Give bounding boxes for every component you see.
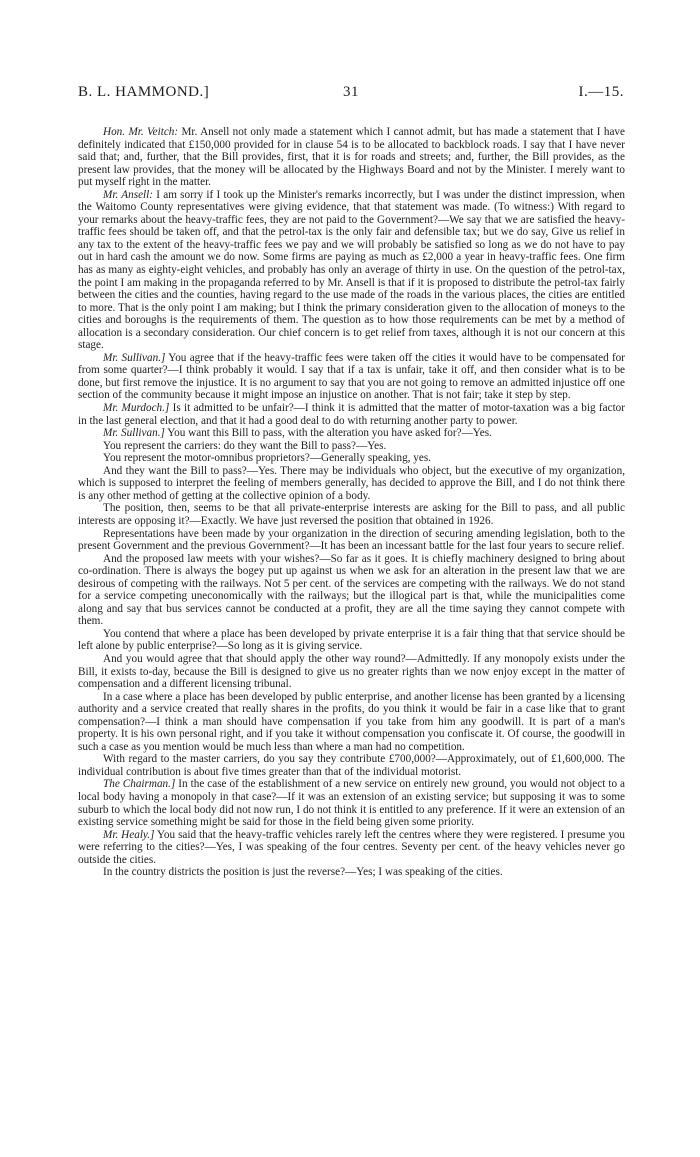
paragraph [78,778,625,828]
paragraph-text: You said that the heavy-traffic vehicles rarely left the centres where they were registered. I presume you were referring to the cities?—Yes, I was speaking of the four centres. Seventy per cent. of the heavy vehicles never go outside the cities. [78,828,625,866]
page-number: 31 [343,84,359,100]
speaker: Mr. Sullivan.] [103,427,165,440]
paragraph [78,465,625,503]
paragraph [78,628,625,653]
paragraph-text: Mr. Ansell not only made a statement which I cannot admit, but has made a statement that I have definitely indicated that £150,000 provided for in clause 54 is to be allocated to backblock roads. I say that I have never said that; and, further, that the Bill provides, first, that it is for roads and streets; and, further, the Bill provides, as the present law provides, that the money will be allocated by the Highways Board and not by the Minister. I merely want to put myself right in the matter. [78,126,625,189]
paragraph-text: Is it admitted to be unfair?—I think it is admitted that the matter of motor-taxation was a big factor in the last general election, and that it had a good deal to do with returning another party to power. [78,402,625,427]
paragraph-text: With regard to the master carriers, do you say they contribute £700,000?—Approximately, out of £1,600,000. The individual contribution is about five times greater than that of the individual motorist. [78,753,625,778]
paragraph-text: In the case of the establishment of a new service on entirely new ground, you would not object to a local body having a monopoly in that case?—If it was an extension of an existing service; but supposing it was to some suburb to which the local body did not now run, I do not think it is entitled to any preference. If it were an extension of an existing service something might be said for those in the field being given some priority. [78,778,625,829]
paragraph [78,452,625,465]
paragraph [78,352,625,402]
paragraph [78,653,625,691]
paragraph-text: In the country districts the position is just the reverse?—Yes; I was speaking of the cities. [103,866,503,879]
page-body [78,126,625,879]
paragraph-text: Representations have been made by your organization in the direction of securing amending legislation, both to the present Government and the previous Government?—It has been an incessant battle for the last four years to secure relief. [78,527,625,553]
paragraph-text: The position, then, seems to be that all private-enterprise interests are asking for the Bill to pass, and all public interests are opposing it?—Exactly. We have just reversed the position that obtained in 1926. [78,502,625,527]
speaker: Mr. Murdoch.] [103,402,170,415]
paragraph-text: And you would agree that that should apply the other way round?—Admittedly. If any monopoly exists under the Bill, it exists to-day, because the Bill is designed to give us no greater rights than we now enjoy except in the matter of compensation and a different licensing tribunal. [78,652,625,691]
paragraph [78,691,625,754]
paragraph [78,427,625,440]
paragraph [78,866,625,879]
speaker: The Chairman.] [103,778,176,791]
paragraph-text: You contend that where a place has been developed by private enterprise it is a fair thing that that service should be left alone by public enterprise?—So long as it is giving service. [78,627,625,653]
paragraph [78,502,625,527]
paragraph [78,829,625,867]
paragraph [78,126,625,189]
page-header [78,84,624,108]
paragraph-text: You want this Bill to pass, with the alteration you have asked for?—Yes. [164,427,492,440]
paper-reference: I.—15. [578,84,624,100]
paragraph [78,528,625,553]
witness-name: B. L. HAMMOND.] [78,84,210,100]
paragraph [78,189,625,352]
paragraph [78,440,625,453]
paragraph-text: You represent the motor-omnibus proprietors?—Generally speaking, yes. [103,452,431,465]
paragraph-text: And the proposed law meets with your wishes?—So far as it goes. It is chiefly machinery designed to bring about co-ordination. There is always the bogey put up against us when we ask for an alteration in the present law that we are desirous of competing with the railways. Not 5 per cent. of the services are competing with the railways. We do not stand for a service competing uneconomically with the railways; but the illogical part is that, while the municipalities come along and say that bus services cannot be conducted at a profit, they are all the time saying they cannot compete with them. [78,552,625,628]
paragraph [78,753,625,778]
speaker: Mr. Sullivan.] [103,351,166,364]
paragraph-text: In a case where a place has been developed by public enterprise, and another license has been granted by a licensing authority and a service created that really shares in the profits, do you think it would be fair in a case like that to grant compensation?—I think a man should have compensation if you take from him any goodwill. It is part of a man's property. It is his own personal right, and if you take it without compensation you confiscate it. Of course, the goodwill in such a case as you mention would be much less than where a man had no competition. [78,690,625,753]
speaker: Hon. Mr. Veitch: [103,126,179,138]
paragraph [78,402,625,427]
speaker: Mr. Ansell: [103,188,153,201]
paragraph [78,553,625,628]
paragraph-text: You represent the carriers: do they want the Bill to pass?—Yes. [103,439,387,452]
speaker: Mr. Healy.] [103,828,155,841]
paragraph-text: And they want the Bill to pass?—Yes. There may be individuals who object, but the executive of my organization, which is supposed to interpret the feeling of members generally, has decided to approve the Bill, and I do not think there is any other method of getting at the collective opinion of a body. [78,464,625,502]
paragraph-text: I am sorry if I took up the Minister's remarks incorrectly, but I was under the distinct impression, when the Waitomo County representatives were giving evidence, that that statement was made. (To witness:) With regard to your remarks about the heavy-traffic fees, they are not paid to the Government?—We say that we are satisfied the heavy-traffic fees should be taken off, and that the petrol-tax is the only fair and defensible tax; but we do say, Give us relief in any tax to the extent of the heavy-traffic fees we pay and we will probably be satisfied so long as we do not have to pay out in hard cash the amount we do now. Some firms are paying as much as £2,000 a year in heavy-traffic fees. One firm has as many as eighty-eight vehicles, and probably has only an average of thirty in use. On the question of the petrol-tax, the point I am making in the propaganda referred to by Mr. Ansell is that if it is proposed to distribute the petrol-tax fairly between the cities and the counties, having regard to the use made of the roads in the various places, the cities are entitled to more. That is the only point I am making; but I think the primary consideration given to the allocation of moneys to the cities and boroughs is the requirements of them. The question as to how those requirements can be met by a method of allocation is a secondary consideration. Our chief concern is to get relief from taxes, although it is not our concern at this stage. [78,188,626,352]
paragraph-text: You agree that if the heavy-traffic fees were taken off the cities it would have to be compensated for from some quarter?—I think probably it would. I say that if a tax is unfair, take it off, and then consider what is to be done, but first remove the injustice. It is no argument to say that you are not going to remove an admitted injustice off one section of the community because it might impose an injustice on another. That is not fair; take it step by step. [78,351,626,402]
